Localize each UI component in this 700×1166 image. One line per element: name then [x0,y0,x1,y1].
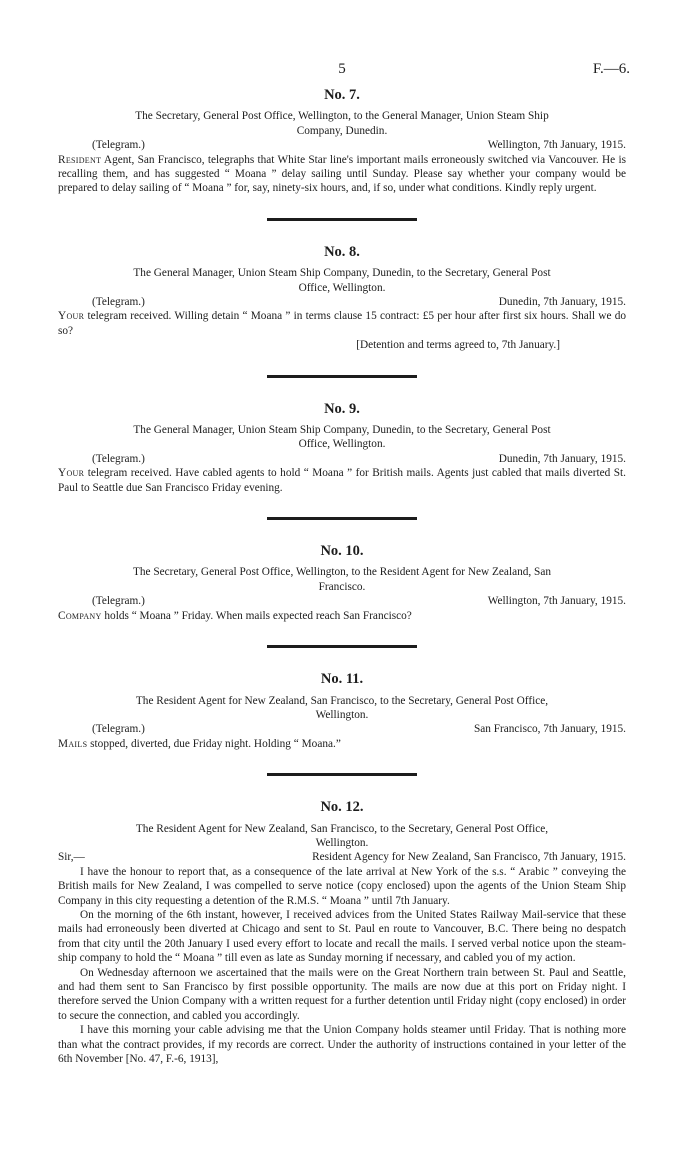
place-date: Wellington, 7th January, 1915. [487,139,626,152]
letter-paragraph: On Wednesday afternoon we ascertained that the mails were on the Great Northern train between St. Paul and Seattle, and had them sent to San Francisco by first possible opportunity. The mails are now due at this port on Friday night. I therefore served the Union Company with a written request for a further detention until Friday night (copy enclosed) in order to secure the connection, and cabled you accordingly. [58,966,626,1022]
item-meta [58,452,626,466]
place-date: Dunedin, 7th January, 1915. [498,296,626,309]
item-no-7 [58,88,626,196]
item-address-continued: Francisco. [318,580,366,593]
page-header [58,61,630,84]
document-page [58,61,630,1066]
salutation: Sir,— [58,851,85,864]
item-no-9 [58,402,626,495]
item-title: No. 9. [324,400,360,417]
body-text: Agent, San Francisco, telegraphs that White Star line's important mails erroneously switched via Vancouver. He is recalling them, and has suggested “ Moana ” delay sailing until Sunday. Please say whether your company would be prepared to delay sailing of “ Moana ” for, say, ninety-six hours, and, if so, under what conditions. Kindly reply urgent. [58,153,626,195]
item-address-continued: Office, Wellington. [298,281,386,294]
letter-paragraph: On the morning of the 6th instant, however, I received advices from the United States Railway Mail-service that these mails had erroneously been diverted at Chicago and sent to St. Paul en route to Vancouver, B.C. There being no despatch from that city until the 20th January I used every effort to locate and recall the mails. I served verbal notice upon the steam-ship company to hold the “ Moana ” till even as late as Sunday morning if necessary, and cabled you of my action. [58,908,626,965]
body-lead: Mails [58,737,88,750]
body-lead: Company [58,609,102,622]
item-meta [58,594,626,608]
place-date: Resident Agency for New Zealand, San Francisco, 7th January, 1915. [312,851,626,864]
place-date: San Francisco, 7th January, 1915. [473,723,626,736]
section-divider [267,218,417,221]
item-address: The Secretary, General Post Office, Wellington, to the Resident Agent for New Zealand, San [132,566,551,579]
body-text: telegram received. Willing detain “ Moana ” in terms clause 15 contract: £5 per hour after first six hours. Shall we do so? [58,310,626,337]
item-title: No. 12. [320,799,364,816]
body-lead: Your [58,467,85,480]
item-title: No. 11. [320,671,364,688]
editorial-note: [Detention and terms agreed to, 7th January.] [356,339,560,352]
message-type: (Telegram.) [92,139,145,152]
item-body [58,609,626,623]
section-divider [267,375,417,378]
body-text: holds “ Moana ” Friday. When mails expected reach San Francisco? [101,609,412,622]
item-no-11 [58,672,626,751]
message-type: (Telegram.) [92,595,145,608]
body-lead: Resident [58,153,102,166]
letter-salutation-line [58,850,626,864]
item-body [58,737,626,751]
document-reference: F.—6. [592,61,630,77]
body-text: telegram received. Have cabled agents to hold “ Moana ” for British mails. Agents just cabled that mails diverted St. Paul to Seattle due San Francisco Friday evening. [58,467,626,494]
item-no-10 [58,544,626,623]
letter-paragraph: I have the honour to report that, as a consequence of the late arrival at New York of the s.s. “ Arabic ” conveying the British mails for New Zealand, I was compelled to serve notice (copy enclosed) upon the agents of the Union Steam Ship Company in this city requesting a detention of the R.M.S. “ Moana ” until 7th January. [58,865,626,907]
message-type: (Telegram.) [92,452,145,465]
item-no-8 [58,245,626,353]
body-text: stopped, diverted, due Friday night. Holding “ Moana.” [87,737,341,750]
letter-paragraph: I have this morning your cable advising me that the Union Company holds steamer until Friday. That is nothing more than what the contract provides, if my records are correct. Under the authority of instructions contained in your letter of the 6th November [No. 47, F.-6, 1913], [58,1024,626,1065]
item-address: The Resident Agent for New Zealand, San Francisco, to the Secretary, General Post Office, [135,694,549,707]
item-address-continued: Office, Wellington. [298,438,386,451]
item-address: The Secretary, General Post Office, Wellington, to the General Manager, Union Steam Ship [135,110,549,123]
page-number: 5 [338,61,346,77]
place-date: Dunedin, 7th January, 1915. [498,452,626,465]
item-title: No. 8. [324,243,360,260]
item-address-continued: Wellington. [315,836,369,849]
section-divider [267,517,417,520]
item-body [58,309,626,338]
item-title: No. 10. [320,543,364,560]
item-meta [58,295,626,309]
item-no-12 [58,800,626,1066]
item-meta [58,138,626,152]
message-type: (Telegram.) [92,296,145,309]
item-address-continued: Company, Dunedin. [296,124,388,137]
message-type: (Telegram.) [92,723,145,736]
item-address: The General Manager, Union Steam Ship Company, Dunedin, to the Secretary, General Post [133,267,551,280]
item-address-continued: Wellington. [315,708,369,721]
item-title: No. 7. [324,87,360,103]
item-body [58,466,626,495]
item-body [58,153,626,196]
item-address: The Resident Agent for New Zealand, San Francisco, to the Secretary, General Post Office, [135,822,549,835]
section-divider [267,773,417,776]
body-lead: Your [58,310,85,323]
place-date: Wellington, 7th January, 1915. [487,595,626,608]
item-meta [58,722,626,736]
item-address: The General Manager, Union Steam Ship Company, Dunedin, to the Secretary, General Post [133,424,551,437]
section-divider [267,645,417,648]
